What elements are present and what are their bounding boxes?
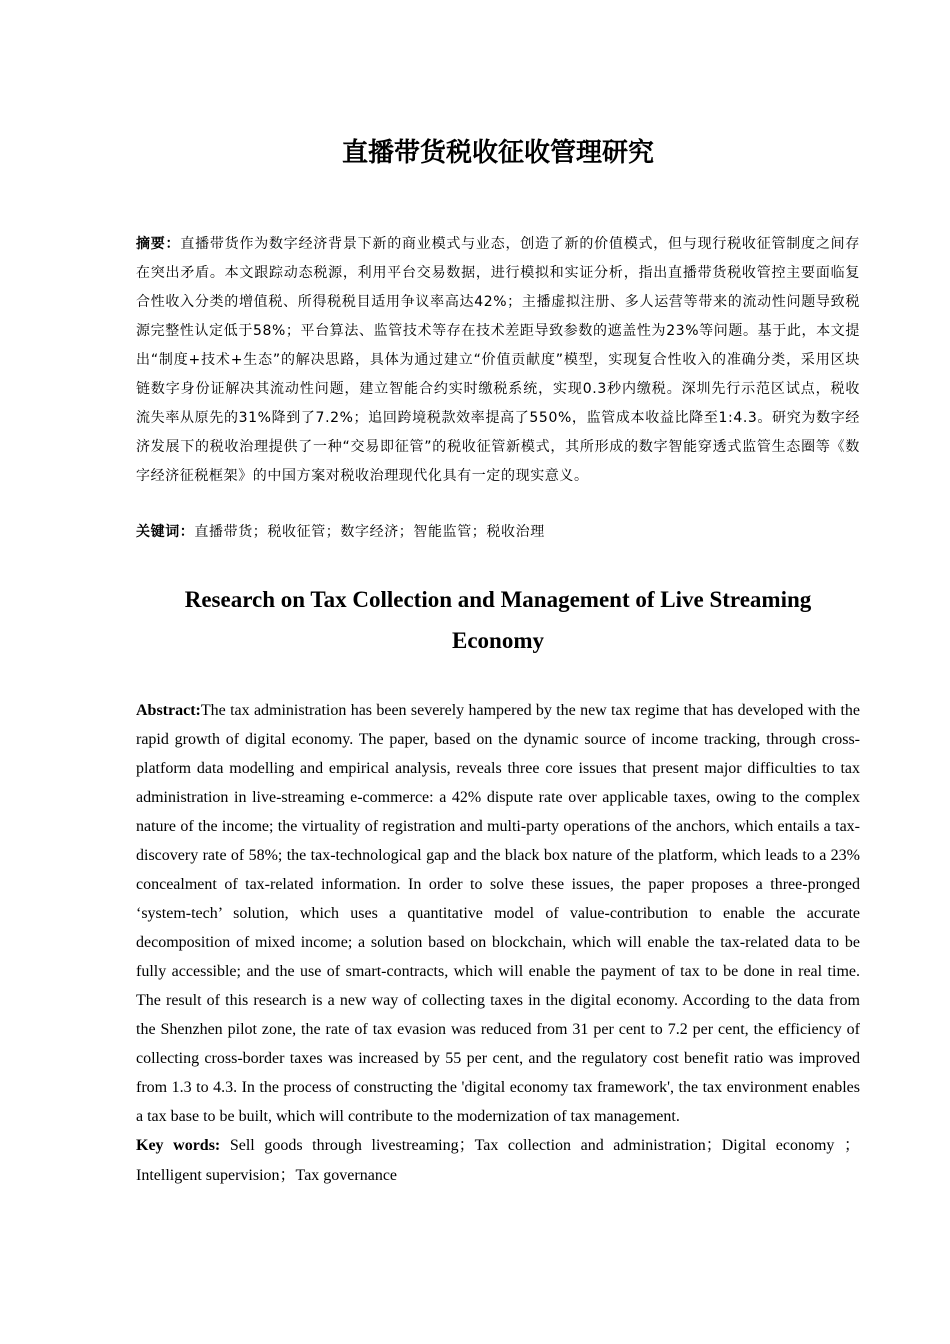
chinese-abstract: [136, 230, 860, 491]
english-abstract-text: The tax administration has been severely hampered by the new tax regime that has developed with the rapid growth of digital economy. The paper, based on the dynamic source of income tracking, through cross-platform data modelling and empirical analysis, reveals three core issues that present major difficulties to tax administration in live-streaming e-commerce: a 42% dispute rate over applicable taxes, owing to the complex nature of the income; the virtuality of registration and multi-party operations of the anchors, which entails a tax-discovery rate of 58%; the tax-technological gap and the black box nature of the platform, which leads to a 23% concealment of tax-related information. In order to solve these issues, the paper proposes a three-pronged ‘system-tech’ solution, which uses a quantitative model of value-contribution to enable the accurate decomposition of mixed income; a solution based on blockchain, which will enable the tax-related data to be fully accessible; and the use of smart-contracts, which will enable the payment of tax to be done in real time. The result of this research is a new way of collecting taxes in the digital economy. According to the data from the Shenzhen pilot zone, the rate of tax evasion was reduced from 31 per cent to 7.2 per cent, the efficiency of collecting cross-border taxes was increased by 55 per cent, and the regulatory cost benefit ratio was improved from 1.3 to 4.3. In the process of constructing the 'digital economy tax framework', the tax environment enables a tax base to be built, which will contribute to the modernization of tax management.: [136, 702, 860, 1125]
chinese-title: 直播带货税收征收管理研究: [341, 138, 654, 168]
chinese-keywords-text: 直播带货；税收征管；数字经济；智能监管；税收治理: [194, 524, 545, 540]
english-keywords-label: Key words:: [136, 1137, 221, 1154]
english-keywords: [136, 1131, 860, 1191]
english-abstract-label: Abstract:: [136, 702, 201, 719]
chinese-keywords: [136, 518, 860, 547]
english-keywords-text: Sell goods through livestreaming；Tax collection and administration；Digital economy ；Intelligent supervision；Tax governance: [136, 1137, 860, 1184]
english-title: Research on Tax Collection and Management of Live Streaming Economy: [184, 587, 812, 653]
chinese-abstract-label: 摘要：: [136, 236, 181, 252]
english-abstract: [136, 696, 860, 1131]
chinese-abstract-text: 直播带货作为数字经济背景下新的商业模式与业态，创造了新的价值模式，但与现行税收征管制度之间存在突出矛盾。本文跟踪动态税源，利用平台交易数据，进行模拟和实证分析，指出直播带货税收管控主要面临复合性收入分类的增值税、所得税税目适用争议率高达42%；主播虚拟注册、多人运营等带来的流动性问题导致税源完整性认定低于58%；平台算法、监管技术等存在技术差距导致参数的遮盖性为23%等问题。基于此，本文提出“制度+技术+生态”的解决思路，具体为通过建立“价值贡献度”模型，实现复合性收入的准确分类，采用区块链数字身份证解决其流动性问题，建立智能合约实时缴税系统，实现0.3秒内缴税。深圳先行示范区试点，税收流失率从原先的31%降到了7.2%；追回跨境税款效率提高了550%，监管成本收益比降至1:4.3。研究为数字经济发展下的税收治理提供了一种“交易即征管”的税收征管新模式，其所形成的数字智能穿透式监管生态圈等《数字经济征税框架》的中国方案对税收治理现代化具有一定的现实意义。: [136, 236, 860, 484]
chinese-keywords-label: 关键词：: [136, 524, 195, 540]
